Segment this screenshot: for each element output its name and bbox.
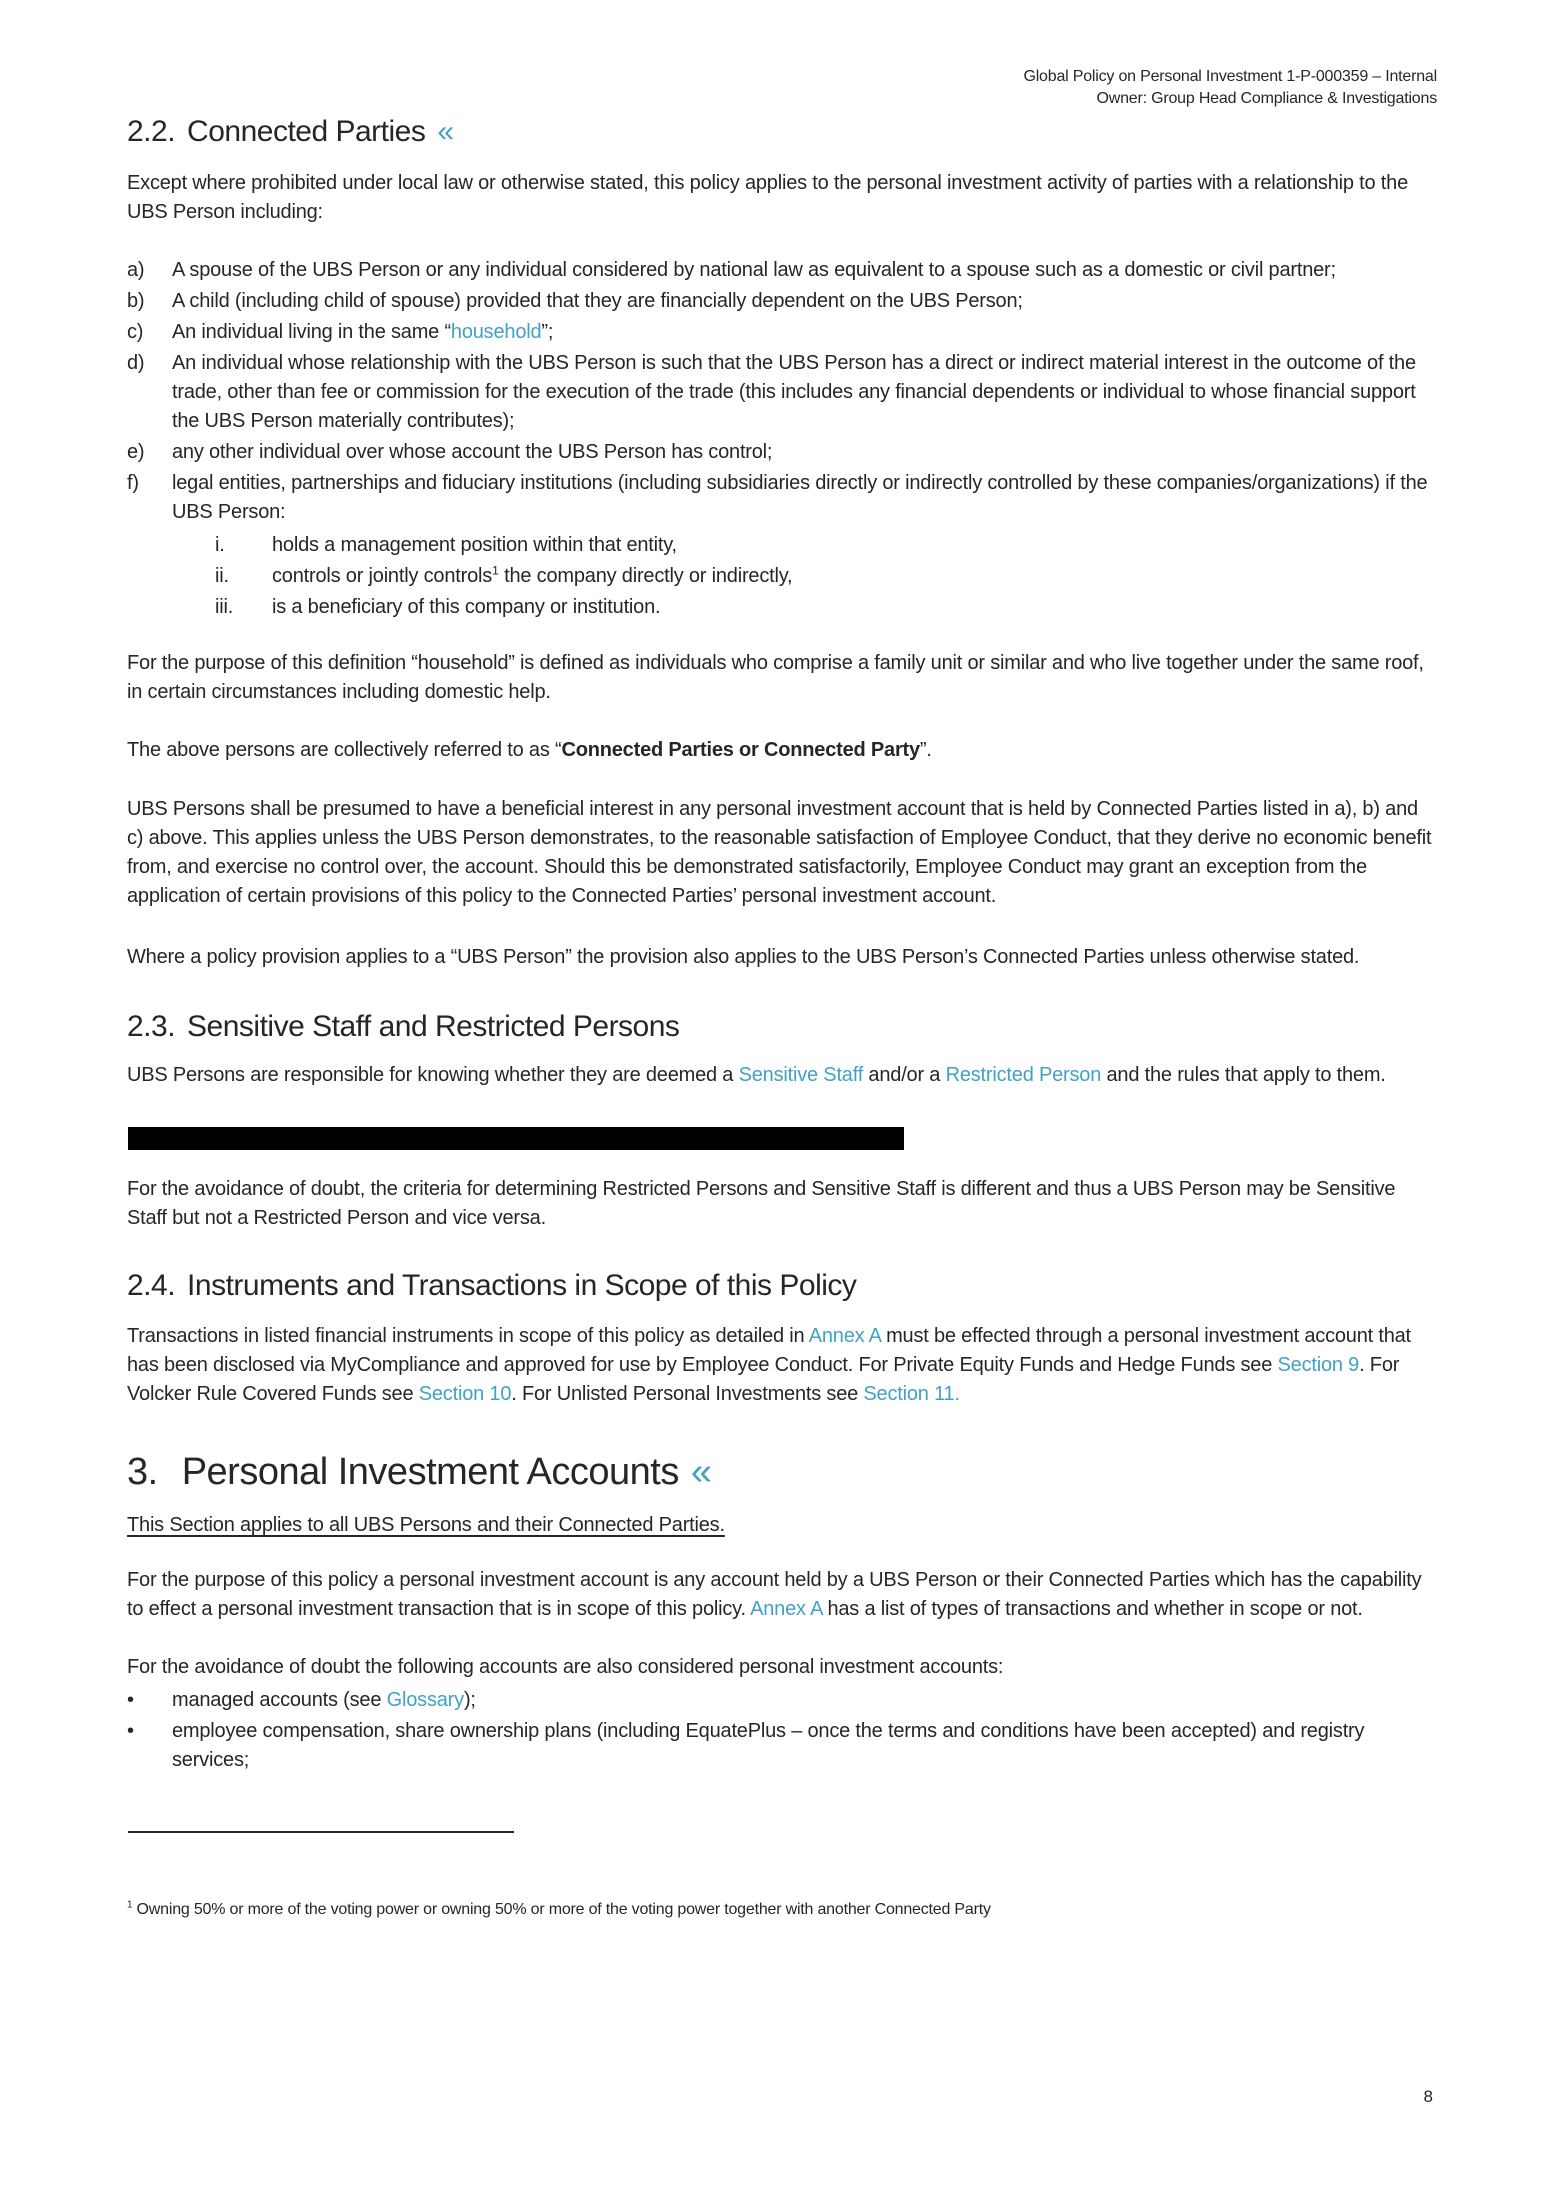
text-run: managed accounts (see bbox=[172, 1689, 387, 1711]
footnote-text bbox=[127, 1898, 1437, 1922]
sublist-item-i bbox=[215, 531, 1437, 560]
sublist-item-ii bbox=[215, 562, 1437, 591]
text-run: Connected Parties or Connected Party bbox=[561, 739, 920, 761]
list-item-a bbox=[127, 256, 1437, 285]
text-run: This Section applies to all UBS Persons and their Connected Parties. bbox=[127, 1514, 725, 1536]
text-run: any other individual over whose account the UBS Person has control; bbox=[172, 441, 773, 463]
list-item-d bbox=[127, 349, 1437, 436]
text-run: . For Volcker Rule Covered Funds see bbox=[127, 1354, 1400, 1405]
connected-parties-list bbox=[127, 256, 1437, 622]
list-marker: c) bbox=[127, 321, 144, 343]
footnote-separator bbox=[128, 1831, 514, 1833]
list-item-text bbox=[172, 349, 1437, 436]
text-run: For the avoidance of doubt, the criteria for determining Restricted Persons and Sensitive Staff is different and thus a UBS Person may be Sensitive Staff but not a Restricted Person and vice versa. bbox=[127, 1178, 1396, 1229]
paragraph-section-applies bbox=[127, 1511, 1437, 1540]
text-run: ); bbox=[463, 1689, 476, 1711]
bullet-item-text bbox=[172, 1686, 1437, 1715]
text-run: An individual living in the same “ bbox=[172, 321, 451, 343]
text-run: is a beneficiary of this company or institution. bbox=[272, 596, 661, 618]
list-item-c bbox=[127, 318, 1437, 347]
text-run: must be effected through a personal investment account that has been disclosed via MyCompliance and approved for use by Employee Conduct. For Private Equity Funds and Hedge Funds see bbox=[127, 1325, 1411, 1376]
bullet-item-text bbox=[172, 1717, 1437, 1775]
redacted-text-bar bbox=[128, 1127, 904, 1150]
text-run: holds a management position within that entity, bbox=[272, 534, 677, 556]
text-run: employee compensation, share ownership plans (including EquatePlus – once the terms and conditions have been accepted) and registry services; bbox=[172, 1720, 1365, 1771]
text-run: Transactions in listed financial instruments in scope of this policy as detailed in bbox=[127, 1325, 809, 1347]
list-marker: ii. bbox=[215, 565, 229, 587]
text-run: and the rules that apply to them. bbox=[1101, 1064, 1386, 1086]
text-run: . For Unlisted Personal Investments see bbox=[511, 1383, 864, 1405]
section-10-link[interactable]: Section 10 bbox=[418, 1383, 512, 1405]
text-run: For the avoidance of doubt the following accounts are also considered personal investment accounts: bbox=[127, 1656, 1004, 1678]
text-run: legal entities, partnerships and fiduciary institutions (including subsidiaries directly or indirectly controlled by these companies/organizations) if the UBS Person: bbox=[172, 472, 1428, 523]
text-run: 1 bbox=[492, 563, 499, 578]
paragraph-account-purpose bbox=[127, 1566, 1437, 1624]
account-types-bullet-list bbox=[127, 1686, 1437, 1775]
list-marker: d) bbox=[127, 352, 145, 374]
paragraph-transactions-scope bbox=[127, 1322, 1437, 1409]
paragraph-avoidance-of-doubt bbox=[127, 1175, 1437, 1233]
paragraph-household-definition bbox=[127, 649, 1437, 707]
sublist-item-iii bbox=[215, 593, 1437, 622]
connected-parties-sublist bbox=[215, 531, 1437, 622]
bullet-marker: • bbox=[127, 1720, 134, 1742]
list-marker: e) bbox=[127, 441, 145, 463]
header-owner: Owner: Group Head Compliance & Investigations bbox=[1096, 90, 1437, 107]
heading-number: 2.4. bbox=[127, 1269, 176, 1302]
text-run: and/or a bbox=[863, 1064, 946, 1086]
list-item-text bbox=[272, 593, 1437, 622]
text-run: controls or jointly controls bbox=[272, 565, 493, 587]
glossary-link[interactable]: Glossary bbox=[386, 1689, 464, 1711]
back-to-toc-icon[interactable]: « bbox=[437, 115, 454, 148]
list-marker: f) bbox=[127, 472, 139, 494]
heading-2-2-connected-parties bbox=[127, 114, 1437, 150]
text-run: UBS Persons shall be presumed to have a beneficial interest in any personal investment account that is held by Connected Parties listed in a), b) and c) above. This applies unless the UBS Person demonstrates, to the reasonable satisfaction of Employee Conduct, that they derive no economic benefit from, and exercise no control over, the account. Should this be demonstrated satisfactorily, Employee Conduct may grant an exception from the application of certain provisions of this policy to the Connected Parties’ personal investment account. bbox=[127, 798, 1432, 907]
heading-2-4-instruments bbox=[127, 1268, 1437, 1304]
list-item-text bbox=[172, 438, 1437, 467]
document-header bbox=[127, 66, 1437, 110]
list-marker: iii. bbox=[215, 596, 234, 618]
text-run: An individual whose relationship with the UBS Person is such that the UBS Person has a direct or indirect material interest in the outcome of the trade, other than fee or commission for the execution of the trade (this includes any financial dependents or individual to whose financial support the UBS Person materially contributes); bbox=[172, 352, 1416, 432]
paragraph-also-considered bbox=[127, 1653, 1437, 1682]
heading-title: Personal Investment Accounts bbox=[181, 1451, 679, 1493]
list-item-text bbox=[272, 562, 1437, 591]
page-number: 8 bbox=[1423, 2087, 1433, 2106]
header-policy-title: Global Policy on Personal Investment 1-P-000359 – Internal bbox=[1023, 68, 1437, 85]
restricted-person-link[interactable]: Restricted Person bbox=[945, 1064, 1102, 1086]
text-run: Except where prohibited under local law or otherwise stated, this policy applies to the personal investment activity of parties with a relationship to the UBS Person including: bbox=[127, 172, 1409, 223]
list-item-text bbox=[172, 256, 1437, 285]
list-item-text bbox=[172, 318, 1437, 347]
annex-a-link-2[interactable]: Annex A bbox=[750, 1598, 823, 1620]
bullet-item-employee-compensation bbox=[127, 1717, 1437, 1775]
heading-title: Instruments and Transactions in Scope of this Policy bbox=[187, 1269, 857, 1302]
bullet-marker: • bbox=[127, 1689, 134, 1711]
annex-a-link[interactable]: Annex A bbox=[808, 1325, 881, 1347]
text-run: Owning 50% or more of the voting power or owning 50% or more of the voting power together with another Connected Party bbox=[132, 1901, 991, 1918]
text-run: 1 bbox=[127, 1899, 133, 1911]
section-11-link[interactable]: Section 11. bbox=[863, 1383, 960, 1405]
paragraph-responsible bbox=[127, 1061, 1437, 1090]
paragraph-collective-reference bbox=[127, 736, 1437, 765]
heading-title: Connected Parties bbox=[187, 115, 426, 148]
text-run: Where a policy provision applies to a “UBS Person” the provision also applies to the UBS Person’s Connected Parties unless otherwise stated. bbox=[127, 946, 1360, 968]
text-run: ”. bbox=[919, 739, 932, 761]
heading-number: 2.3. bbox=[127, 1010, 176, 1043]
paragraph-connected-parties-intro bbox=[127, 169, 1437, 227]
text-run: For the purpose of this policy a personal investment account is any account held by a UBS Person or their Connected Parties which has the capability to effect a personal investment transaction that is in scope of this policy. bbox=[127, 1569, 1422, 1620]
list-marker: i. bbox=[215, 534, 225, 556]
text-run: ”; bbox=[541, 321, 554, 343]
text-run: the company directly or indirectly, bbox=[498, 565, 793, 587]
back-to-toc-icon[interactable]: « bbox=[690, 1451, 712, 1493]
text-run: has a list of types of transactions and whether in scope or not. bbox=[822, 1598, 1363, 1620]
text-run: A spouse of the UBS Person or any individual considered by national law as equivalent to a spouse such as a domestic or civil partner; bbox=[172, 259, 1336, 281]
list-marker: b) bbox=[127, 290, 145, 312]
heading-2-3-sensitive-staff bbox=[127, 1009, 1437, 1045]
list-marker: a) bbox=[127, 259, 145, 281]
household-link[interactable]: household bbox=[450, 321, 542, 343]
list-item-text bbox=[272, 531, 1437, 560]
heading-3-personal-investment-accounts bbox=[127, 1449, 1437, 1495]
text-run: A child (including child of spouse) provided that they are financially dependent on the UBS Person; bbox=[172, 290, 1023, 312]
heading-number: 2.2. bbox=[127, 115, 176, 148]
document-content bbox=[127, 0, 1437, 1922]
sensitive-staff-link[interactable]: Sensitive Staff bbox=[738, 1064, 864, 1086]
bullet-item-managed-accounts bbox=[127, 1686, 1437, 1715]
list-item-b bbox=[127, 287, 1437, 316]
list-item-e bbox=[127, 438, 1437, 467]
list-item-text bbox=[172, 287, 1437, 316]
paragraph-policy-provision bbox=[127, 943, 1437, 972]
list-item-f bbox=[127, 469, 1437, 527]
text-run: UBS Persons are responsible for knowing whether they are deemed a bbox=[127, 1064, 739, 1086]
heading-number: 3. bbox=[127, 1451, 158, 1493]
section-9-link[interactable]: Section 9 bbox=[1277, 1354, 1360, 1376]
heading-title: Sensitive Staff and Restricted Persons bbox=[187, 1010, 680, 1043]
paragraph-beneficial-interest bbox=[127, 795, 1437, 911]
text-run: For the purpose of this definition “household” is defined as individuals who comprise a family unit or similar and who live together under the same roof, in certain circumstances including domestic help. bbox=[127, 652, 1424, 703]
list-item-text bbox=[172, 469, 1437, 527]
text-run: The above persons are collectively referred to as “ bbox=[127, 739, 562, 761]
